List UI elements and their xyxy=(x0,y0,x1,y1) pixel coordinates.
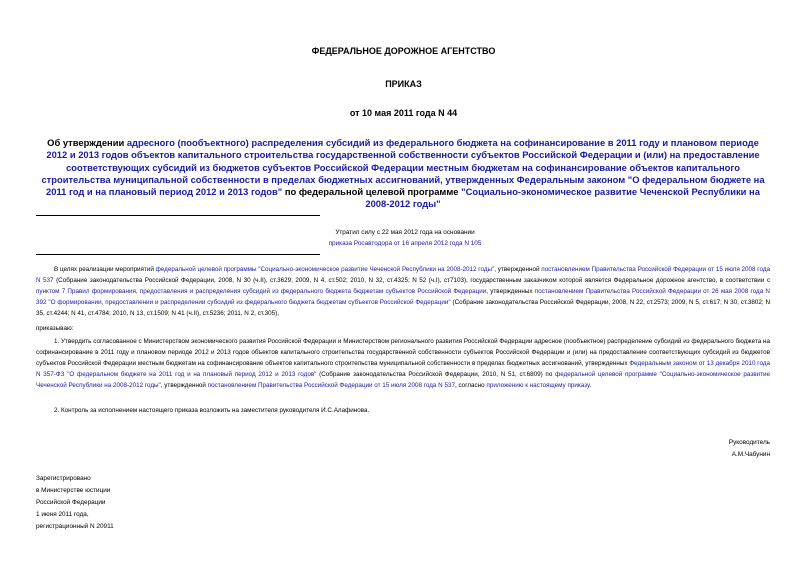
divider-bottom xyxy=(36,254,320,255)
title-link-program[interactable]: "Социально-экономическое развитие Чеченской Республики на 2008-2012 годы" xyxy=(365,186,760,210)
link-resolution-537[interactable]: постановлением Правительства Российской Федерации от 15 июля 2008 года N 537 xyxy=(207,382,455,389)
registration-line: регистрационный N 20911 xyxy=(36,523,114,530)
text: , согласно xyxy=(454,382,487,389)
document-title xyxy=(36,137,770,211)
title-link-distribution[interactable]: адресного (пообъектного) распределения субсидий из федерального бюджета на софинансирование в 2011 году и плановом периоде 2012 и 2013 годов объектов капитального строительства государственной собственности субъектов Российской Федерации и (или) на предоставление соответствующих субсидий из бюджетов субъектов Российской Федерации местным бюджетам на софинансирование объектов капитального строительства муниципальной собственности в пределах бюджетных ассигнований, утвержденных Федеральным законом "О федеральном бюджете на 2011 год и на плановый период 2012 и 2013 годов" xyxy=(41,137,765,198)
title-text: Об утверждении xyxy=(47,137,127,148)
text: В целях реализации мероприятий xyxy=(54,266,156,273)
link-federal-law-357[interactable]: Федеральным законом от 13 декабря 2010 года N 357-ФЗ "О федеральном бюджете на 2011 год и на плановый период 2012 и 2013 годов" xyxy=(36,360,770,378)
text: (Собрание законодательства Российской Федерации, 2008, N 30 (ч.II), ст.3629; 2009, N 4, ст.502; 2010, N 32, ст.4325; N 52 (ч.I), ст7103), государственным заказчиком которой является Федеральное дорожное агентство, в соответствии с xyxy=(53,277,770,284)
signature-block xyxy=(729,437,770,461)
text: . xyxy=(589,382,592,389)
text: (Собрание законодательства Российской Федерации, 2010, N 51, ст.6809) по xyxy=(316,371,556,378)
repeal-text: Утратил силу с 22 мая 2012 года на основании xyxy=(335,229,475,236)
agency-name: ФЕДЕРАЛЬНОЕ ДОРОЖНОЕ АГЕНТСТВО xyxy=(311,46,496,56)
link-program[interactable]: федеральной целевой программе "Социально-экономическое развитие Чеченской Республики на 2008-2012 годы" xyxy=(36,371,770,389)
link-resolution-537[interactable]: постановлением Правительства Российской Федерации от 15 июля 2008 года N 537 xyxy=(36,266,770,284)
registration-line: в Министерстве юстиции xyxy=(36,487,111,494)
title-text: по федеральной целевой программе xyxy=(282,186,462,198)
paragraph-item-1 xyxy=(36,336,770,391)
registration-line: Российской Федерации xyxy=(36,499,106,506)
text: 1. Утвердить согласованное с Министерством экономического развития Российской Федерации и Министерством регионального развития Российской Федерации адресное (пообъектное) распределение субсидий из федерального бюджета на софинансирование в 2011 году и плановом периоде 2012 и 2013 годов объектов капитального строительства государственной собственности субъектов Российской Федерации и (или) на предоставление соответствующих субсидий из бюджетов субъектов Российской Федерации местным бюджетам на софинансирование объектов капитального строительства муниципальной собственности в пределах бюджетных ассигнований, утвержденных xyxy=(36,338,770,367)
registration-line: Зарегистрировано xyxy=(36,475,91,482)
text: , утвержденной xyxy=(160,382,208,389)
document-date: от 10 мая 2011 года N 44 xyxy=(349,108,458,118)
divider-top xyxy=(36,215,320,216)
text: (Собрание законодательства Российской Федерации, 2008, N 22, ст.2573; 2009, N 5, ст.617; N 30, ст.3802; N 35, ст.4244; N 41, ст.4784; 2010, N 13, ст.1509; N 41 (ч.II), ст.5236; 2011, N 2, ст.305), xyxy=(36,299,770,317)
link-rules-item-7[interactable]: пунктом 7 Правил формирования, предоставления и распределения субсидий из федерального бюджета бюджетам субъектов Российской Федерации xyxy=(36,288,487,295)
repeal-link[interactable]: приказа Росавтодора от 16 апреля 2012 года N 105 xyxy=(328,240,482,247)
paragraph-item-2: 2. Контроль за исполнением настоящего приказа возложить на заместителя руководителя И.С.Алафинова. xyxy=(54,407,370,414)
link-program[interactable]: федеральной целевой программы "Социально-экономическое развитие Чеченской Республики на 2008-2012 годы" xyxy=(155,266,495,273)
text: , утвержденных xyxy=(486,288,535,295)
document-type: ПРИКАЗ xyxy=(385,79,422,89)
link-appendix[interactable]: приложению к настоящему приказу xyxy=(486,382,590,389)
text: , утвержденной xyxy=(494,266,542,273)
signature-name: А.М.Чабунин xyxy=(731,451,770,458)
paragraph-order: приказываю: xyxy=(36,325,74,332)
paragraph-preamble xyxy=(36,264,770,319)
repeal-note xyxy=(300,227,510,249)
registration-line: 1 июня 2011 года, xyxy=(36,511,89,518)
link-resolution-392[interactable]: постановлением Правительства Российской Федерации от 26 мая 2008 года N 392 "О формировании, предоставлении и распределении субсидий из федерального бюджета бюджетам субъектов Российской Федерации" xyxy=(36,288,770,306)
signature-position: Руководитель xyxy=(728,439,770,446)
registration-block xyxy=(36,473,114,533)
